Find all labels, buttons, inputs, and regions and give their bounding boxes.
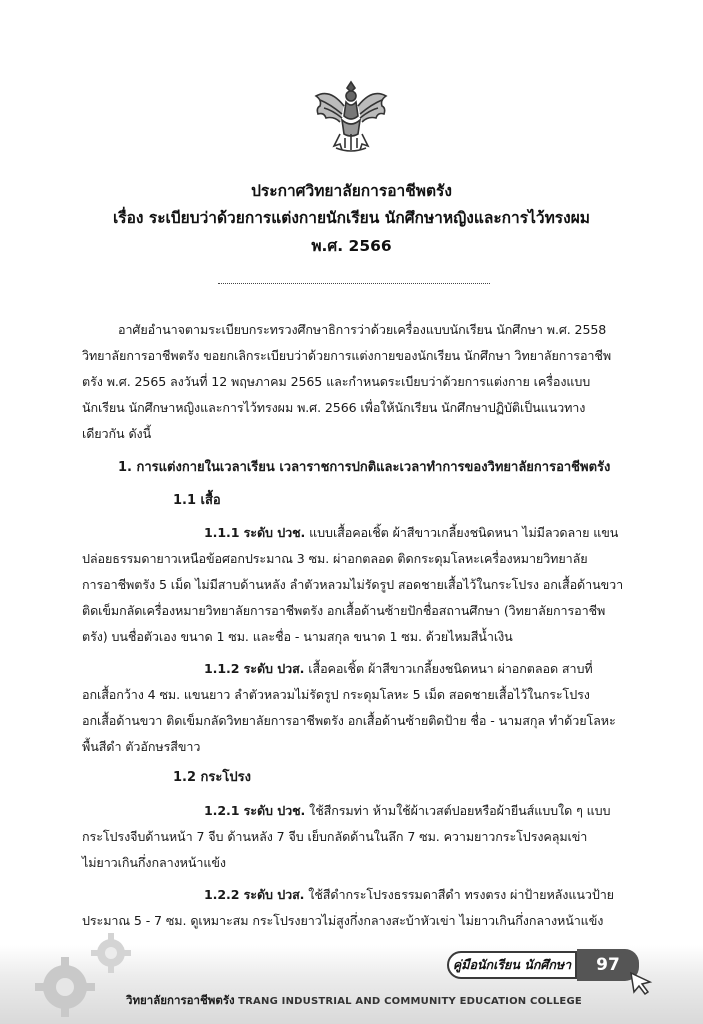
page-number: 97 <box>577 949 639 981</box>
item-label: 1.2.1 ระดับ ปวช. <box>204 803 306 818</box>
item-text: ใช้สีดำกระโปรงธรรมดาสีดำ ทรงตรง ผ่าป้ายหลังแนวป้าย <box>308 887 614 902</box>
item-label: 1.1.1 ระดับ ปวช. <box>204 525 306 540</box>
announcement-year: พ.ศ. 2566 <box>311 237 392 255</box>
college-name-thai: วิทยาลัยการอาชีพตรัง <box>126 993 235 1007</box>
item-line: ไม่ยาวเกินกึ่งกลางหน้าแข้ง <box>82 855 226 870</box>
item-text: เสื้อคอเชิ้ต ผ้าสีขาวเกลี้ยงชนิดหนา ผ่าอกตลอด สาบที่ <box>308 661 593 676</box>
item-line <box>82 520 630 546</box>
item-label: 1.1.2 ระดับ ปวส. <box>204 661 305 676</box>
announcement-title: ประกาศวิทยาลัยการอาชีพตรัง <box>251 182 452 200</box>
item-line: พื้นสีดำ ตัวอักษรสีขาว <box>82 739 201 754</box>
intro-line: ตรัง พ.ศ. 2565 ลงวันที่ 12 พฤษภาคม 2565 และกำหนดระเบียบว่าด้วยการแต่งกาย เครื่องแบบ <box>82 374 591 389</box>
garuda-emblem-icon <box>312 76 390 156</box>
item-line: ประมาณ 5 - 7 ซม. ดูเหมาะสม กระโปรงยาวไม่สูงกึ่งกลางสะบ้าหัวเข่า ไม่ยาวเกินกึ่งกลางหน้าแข้ง <box>82 913 604 928</box>
intro-line: เดียวกัน ดังนี้ <box>82 426 152 441</box>
item-line: ติดเข็มกลัดเครื่องหมายวิทยาลัยการอาชีพตรัง อกเสื้อด้านซ้ายปักชื่อสถานศึกษา (วิทยาลัยการอาชีพ <box>82 603 606 618</box>
item-line <box>82 656 630 682</box>
item-line: ตรัง) บนชื่อตัวเอง ขนาด 1 ซม. และชื่อ - นามสกุล ขนาด 1 ซม. ด้วยไหมสีน้ำเงิน <box>82 629 513 644</box>
item-text: แบบเสื้อคอเชิ้ต ผ้าสีขาวเกลี้ยงชนิดหนา ไม่มีลวดลาย แขน <box>309 525 619 540</box>
intro-line: อาศัยอำนาจตามระเบียบกระทรวงศึกษาธิการว่าด้วยเครื่องแบบนักเรียน นักศึกษา พ.ศ. 2558 <box>118 322 607 337</box>
item-line: อกเสื้อกว้าง 4 ซม. แขนยาว ลำตัวหลวมไม่รัดรูป กระดุมโลหะ 5 เม็ด สอดชายเสื้อไว้ในกระโปรง <box>82 687 590 702</box>
college-name <box>126 992 582 1010</box>
cursor-arrow-icon <box>628 970 654 996</box>
intro-line: นักเรียน นักศึกษาหญิงและการไว้ทรงผม พ.ศ. 2566 เพื่อให้นักเรียน นักศึกษาปฏิบัติเป็นแนวทาง <box>82 400 586 415</box>
section-heading: 1. การแต่งกายในเวลาเรียน เวลาราชการปกติและเวลาทำการของวิทยาลัยการอาชีพตรัง <box>118 460 611 475</box>
handbook-label: คู่มือนักเรียน นักศึกษา <box>447 951 577 979</box>
item-line: อกเสื้อด้านขวา ติดเข็มกลัดวิทยาลัยการอาชีพตรัง อกเสื้อด้านซ้ายติดป้าย ชื่อ - นามสกุล ทำด้วยโลหะ <box>82 713 616 728</box>
announcement-subject: เรื่อง ระเบียบว่าด้วยการแต่งกายนักเรียน นักศึกษาหญิงและการไว้ทรงผม <box>112 209 590 227</box>
item-text: ใช้สีกรมท่า ห้ามใช้ผ้าเวสต์ปอยหรือผ้ายีนส์แบบใด ๆ แบบ <box>309 803 611 818</box>
item-line <box>82 798 630 824</box>
college-name-english: TRANG INDUSTRIAL AND COMMUNITY EDUCATION COLLEGE <box>238 996 582 1007</box>
gear-icon <box>88 930 134 976</box>
subsection-heading-skirt: 1.2 กระโปรง <box>173 770 251 785</box>
item-line: ปล่อยธรรมดายาวเหนือข้อศอกประมาณ 3 ซม. ผ่าอกตลอด ติดกระดุมโลหะเครื่องหมายวิทยาลัย <box>82 551 588 566</box>
item-label: 1.2.2 ระดับ ปวส. <box>204 887 305 902</box>
item-line: กระโปรงจีบด้านหน้า 7 จีบ ด้านหลัง 7 จีบ เย็บกลัดด้านในลึก 7 ซม. ความยาวกระโปรงคลุมเข่า <box>82 829 588 844</box>
intro-line: วิทยาลัยการอาชีพตรัง ขอยกเลิกระเบียบว่าด้วยการแต่งกายของนักเรียน นักศึกษา วิทยาลัยการอาชีพ <box>82 348 612 363</box>
item-line: การอาชีพตรัง 5 เม็ด ไม่มีสาบด้านหลัง ลำตัวหลวมไม่รัดรูป สอดชายเสื้อไว้ในกระโปรง อกเสื้อด้านขวา <box>82 577 624 592</box>
dotted-divider <box>218 283 490 284</box>
item-line <box>82 882 630 908</box>
subsection-heading-shirt: 1.1 เสื้อ <box>173 493 221 508</box>
